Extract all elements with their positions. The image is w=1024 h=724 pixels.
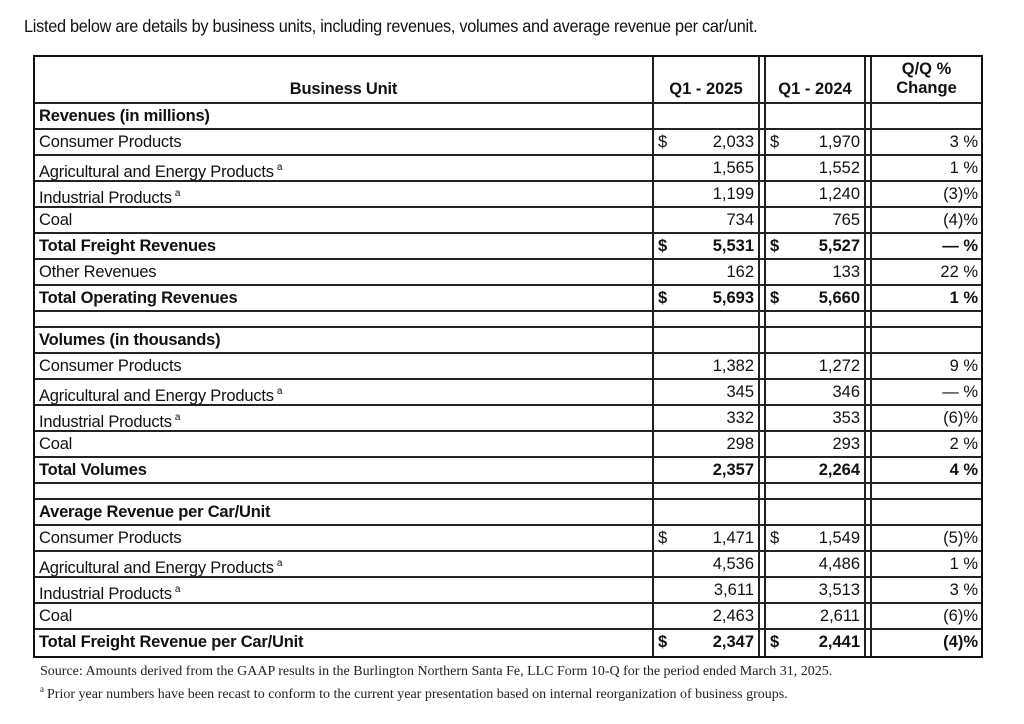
empty-cell (870, 328, 981, 352)
change-value: 1 % (949, 159, 978, 177)
q1-2025-value: 1,565 (712, 159, 754, 177)
q1-2025-cell (652, 286, 758, 310)
table-row (35, 604, 981, 630)
row-label-text: Agricultural and Energy Products (39, 163, 274, 181)
q1-2024-value: 353 (832, 409, 860, 427)
table-row (35, 156, 981, 182)
q1-2024-cell (764, 380, 864, 404)
q1-2024-cell (764, 260, 864, 284)
q1-2024-cell (764, 458, 864, 482)
change-value: 1 % (949, 555, 978, 573)
footnote-marker: a (40, 684, 44, 694)
section-title: Volumes (in thousands) (39, 331, 221, 349)
q1-2025-cell (652, 380, 758, 404)
footnote-marker: a (276, 558, 283, 569)
empty-cell (870, 484, 981, 498)
empty-cell (652, 328, 758, 352)
table-row (35, 406, 981, 432)
change-value: 1 % (949, 289, 978, 307)
business-unit-table (33, 55, 983, 658)
change-value: (5)% (943, 529, 978, 547)
section-title: Average Revenue per Car/Unit (39, 503, 271, 521)
q1-2025-value: 5,531 (712, 237, 754, 255)
q1-2024-value: 4,486 (818, 555, 860, 573)
currency-symbol: $ (658, 133, 668, 151)
change-cell (870, 578, 981, 602)
table-row (35, 526, 981, 552)
row-label-text: Industrial Products (39, 413, 172, 431)
footnote-text: Prior year numbers have been recast to conform to the current year presentation based on internal reorganization of business groups. (47, 687, 788, 702)
spacer-row (35, 312, 981, 328)
change-cell (870, 458, 981, 482)
q1-2024-cell (764, 552, 864, 576)
row-label-text: Consumer Products (39, 357, 182, 375)
row-label-text: Total Volumes (39, 461, 147, 479)
q1-2025-value: 1,199 (712, 185, 754, 203)
total-row (35, 630, 981, 656)
change-value: 22 % (940, 263, 978, 281)
section-average-revenue (35, 500, 981, 526)
empty-cell (35, 484, 652, 498)
row-label (35, 182, 652, 206)
row-label (35, 286, 652, 310)
change-value: — % (942, 237, 978, 255)
recast-footnote (40, 684, 788, 703)
row-label (35, 156, 652, 180)
row-label (35, 630, 652, 656)
q1-2025-value: 2,347 (712, 633, 754, 651)
row-label (35, 552, 652, 576)
row-label (35, 130, 652, 154)
empty-cell (652, 484, 758, 498)
change-value: (4)% (943, 633, 978, 651)
spacer-row (35, 484, 981, 500)
q1-2025-value: 2,357 (712, 461, 754, 479)
q1-2025-cell (652, 630, 758, 656)
change-cell (870, 286, 981, 310)
row-label (35, 208, 652, 232)
q1-2025-cell (652, 354, 758, 378)
change-value: 2 % (949, 435, 978, 453)
change-cell (870, 406, 981, 430)
q1-2025-value: 1,382 (712, 357, 754, 375)
change-value: 3 % (949, 133, 978, 151)
currency-symbol: $ (658, 529, 668, 547)
q1-2024-cell (764, 432, 864, 456)
q1-2025-value: 5,693 (712, 289, 754, 307)
q1-2025-cell (652, 156, 758, 180)
q1-2024-value: 346 (832, 383, 860, 401)
header-q1-2024-label: Q1 - 2024 (778, 80, 852, 98)
header-change-line1: Q/Q % (901, 60, 952, 78)
q1-2024-value: 2,264 (818, 461, 860, 479)
q1-2024-value: 5,660 (818, 289, 860, 307)
change-cell (870, 260, 981, 284)
empty-cell (764, 500, 864, 524)
total-row (35, 286, 981, 312)
change-value: (3)% (943, 185, 978, 203)
q1-2025-cell (652, 260, 758, 284)
row-label-text: Coal (39, 607, 73, 625)
q1-2025-cell (652, 432, 758, 456)
row-label (35, 354, 652, 378)
row-label-text: Total Operating Revenues (39, 289, 238, 307)
row-label (35, 432, 652, 456)
row-label-text: Coal (39, 435, 73, 453)
currency-symbol: $ (770, 529, 780, 547)
change-value: 9 % (949, 357, 978, 375)
source-footnote: Source: Amounts derived from the GAAP results in the Burlington Northern Santa Fe, LLC Form 10-Q for the period ended March 31, 2025. (40, 664, 833, 679)
row-label-text: Total Freight Revenues (39, 237, 216, 255)
total-row (35, 458, 981, 484)
change-cell (870, 630, 981, 656)
q1-2024-cell (764, 234, 864, 258)
change-value: 4 % (949, 461, 978, 479)
q1-2024-value: 1,552 (818, 159, 860, 177)
row-label (35, 380, 652, 404)
change-cell (870, 208, 981, 232)
row-label-text: Coal (39, 211, 73, 229)
section-revenues (35, 104, 981, 130)
row-label (35, 578, 652, 602)
q1-2024-value: 765 (832, 211, 860, 229)
q1-2025-cell (652, 526, 758, 550)
change-value: (6)% (943, 409, 978, 427)
change-cell (870, 604, 981, 628)
q1-2025-value: 162 (726, 263, 754, 281)
change-cell (870, 234, 981, 258)
currency-symbol: $ (658, 289, 668, 307)
table-row (35, 380, 981, 406)
table-row (35, 208, 981, 234)
empty-cell (870, 104, 981, 128)
table-row (35, 552, 981, 578)
q1-2025-value: 4,536 (712, 555, 754, 573)
currency-symbol: $ (770, 133, 780, 151)
q1-2024-cell (764, 578, 864, 602)
q1-2024-cell (764, 354, 864, 378)
empty-cell (35, 312, 652, 326)
change-cell (870, 156, 981, 180)
change-value: 3 % (949, 581, 978, 599)
change-cell (870, 130, 981, 154)
q1-2025-value: 734 (726, 211, 754, 229)
q1-2025-value: 2,463 (712, 607, 754, 625)
row-label-text: Agricultural and Energy Products (39, 559, 274, 577)
q1-2025-cell (652, 208, 758, 232)
q1-2025-value: 298 (726, 435, 754, 453)
section-title: Revenues (in millions) (39, 107, 210, 125)
table-row (35, 354, 981, 380)
empty-cell (652, 312, 758, 326)
row-label-text: Industrial Products (39, 189, 172, 207)
empty-cell (870, 312, 981, 326)
change-value: (6)% (943, 607, 978, 625)
q1-2024-cell (764, 526, 864, 550)
header-business-unit: Business Unit (289, 80, 398, 98)
footnote-marker: a (276, 386, 283, 397)
row-label (35, 526, 652, 550)
header-q1-2025 (652, 57, 758, 102)
change-cell (870, 526, 981, 550)
row-label-text: Consumer Products (39, 133, 182, 151)
change-cell (870, 432, 981, 456)
change-cell (870, 552, 981, 576)
row-label-text: Consumer Products (39, 529, 182, 547)
change-cell (870, 380, 981, 404)
row-label-text: Industrial Products (39, 585, 172, 603)
q1-2025-cell (652, 578, 758, 602)
row-label-text: Total Freight Revenue per Car/Unit (39, 633, 304, 651)
section-volumes (35, 328, 981, 354)
currency-symbol: $ (770, 289, 780, 307)
empty-cell (652, 500, 758, 524)
table-header (35, 57, 981, 104)
currency-symbol: $ (658, 237, 668, 255)
q1-2025-cell (652, 182, 758, 206)
q1-2025-value: 332 (726, 409, 754, 427)
total-row (35, 234, 981, 260)
table-row (35, 182, 981, 208)
q1-2025-cell (652, 234, 758, 258)
q1-2024-cell (764, 208, 864, 232)
empty-cell (764, 104, 864, 128)
change-cell (870, 354, 981, 378)
currency-symbol: $ (770, 237, 780, 255)
q1-2024-value: 1,549 (818, 529, 860, 547)
q1-2025-value: 345 (726, 383, 754, 401)
q1-2024-cell (764, 604, 864, 628)
footnote-marker: a (174, 412, 181, 423)
q1-2024-cell (764, 156, 864, 180)
q1-2024-value: 2,611 (819, 607, 860, 625)
q1-2024-cell (764, 630, 864, 656)
row-label (35, 406, 652, 430)
header-change (870, 57, 981, 102)
q1-2025-cell (652, 406, 758, 430)
q1-2024-cell (764, 286, 864, 310)
row-label (35, 260, 652, 284)
footnote-marker: a (276, 162, 283, 173)
table-row (35, 260, 981, 286)
change-value: — % (942, 383, 978, 401)
table-row (35, 578, 981, 604)
empty-cell (764, 312, 864, 326)
q1-2024-cell (764, 406, 864, 430)
footnote-marker: a (174, 584, 181, 595)
intro-text: Listed below are details by business units, including revenues, volumes and average revenue per car/unit. (24, 16, 758, 36)
q1-2024-cell (764, 182, 864, 206)
table-row (35, 130, 981, 156)
q1-2025-value: 1,471 (712, 529, 754, 547)
q1-2025-cell (652, 130, 758, 154)
row-label (35, 234, 652, 258)
empty-cell (652, 104, 758, 128)
q1-2024-value: 3,513 (818, 581, 860, 599)
change-cell (870, 182, 981, 206)
row-label-text: Other Revenues (39, 263, 157, 281)
row-label (35, 458, 652, 482)
q1-2025-cell (652, 552, 758, 576)
q1-2024-cell (764, 130, 864, 154)
table-row (35, 432, 981, 458)
header-change-line2: Change (896, 79, 957, 97)
q1-2024-value: 1,240 (818, 185, 860, 203)
q1-2024-value: 293 (832, 435, 860, 453)
q1-2025-cell (652, 458, 758, 482)
q1-2025-value: 3,611 (713, 581, 754, 599)
empty-cell (764, 328, 864, 352)
header-q1-2024 (764, 57, 864, 102)
empty-cell (764, 484, 864, 498)
q1-2024-value: 133 (832, 263, 860, 281)
q1-2024-value: 1,970 (818, 133, 860, 151)
q1-2025-cell (652, 604, 758, 628)
q1-2025-value: 2,033 (712, 133, 754, 151)
empty-cell (870, 500, 981, 524)
row-label (35, 604, 652, 628)
header-q1-2025-label: Q1 - 2025 (669, 80, 743, 98)
footnote-marker: a (174, 188, 181, 199)
q1-2024-value: 1,272 (818, 357, 860, 375)
currency-symbol: $ (770, 633, 780, 651)
row-label-text: Agricultural and Energy Products (39, 387, 274, 405)
q1-2024-value: 5,527 (818, 237, 860, 255)
q1-2024-value: 2,441 (818, 633, 860, 651)
currency-symbol: $ (658, 633, 668, 651)
change-value: (4)% (943, 211, 978, 229)
